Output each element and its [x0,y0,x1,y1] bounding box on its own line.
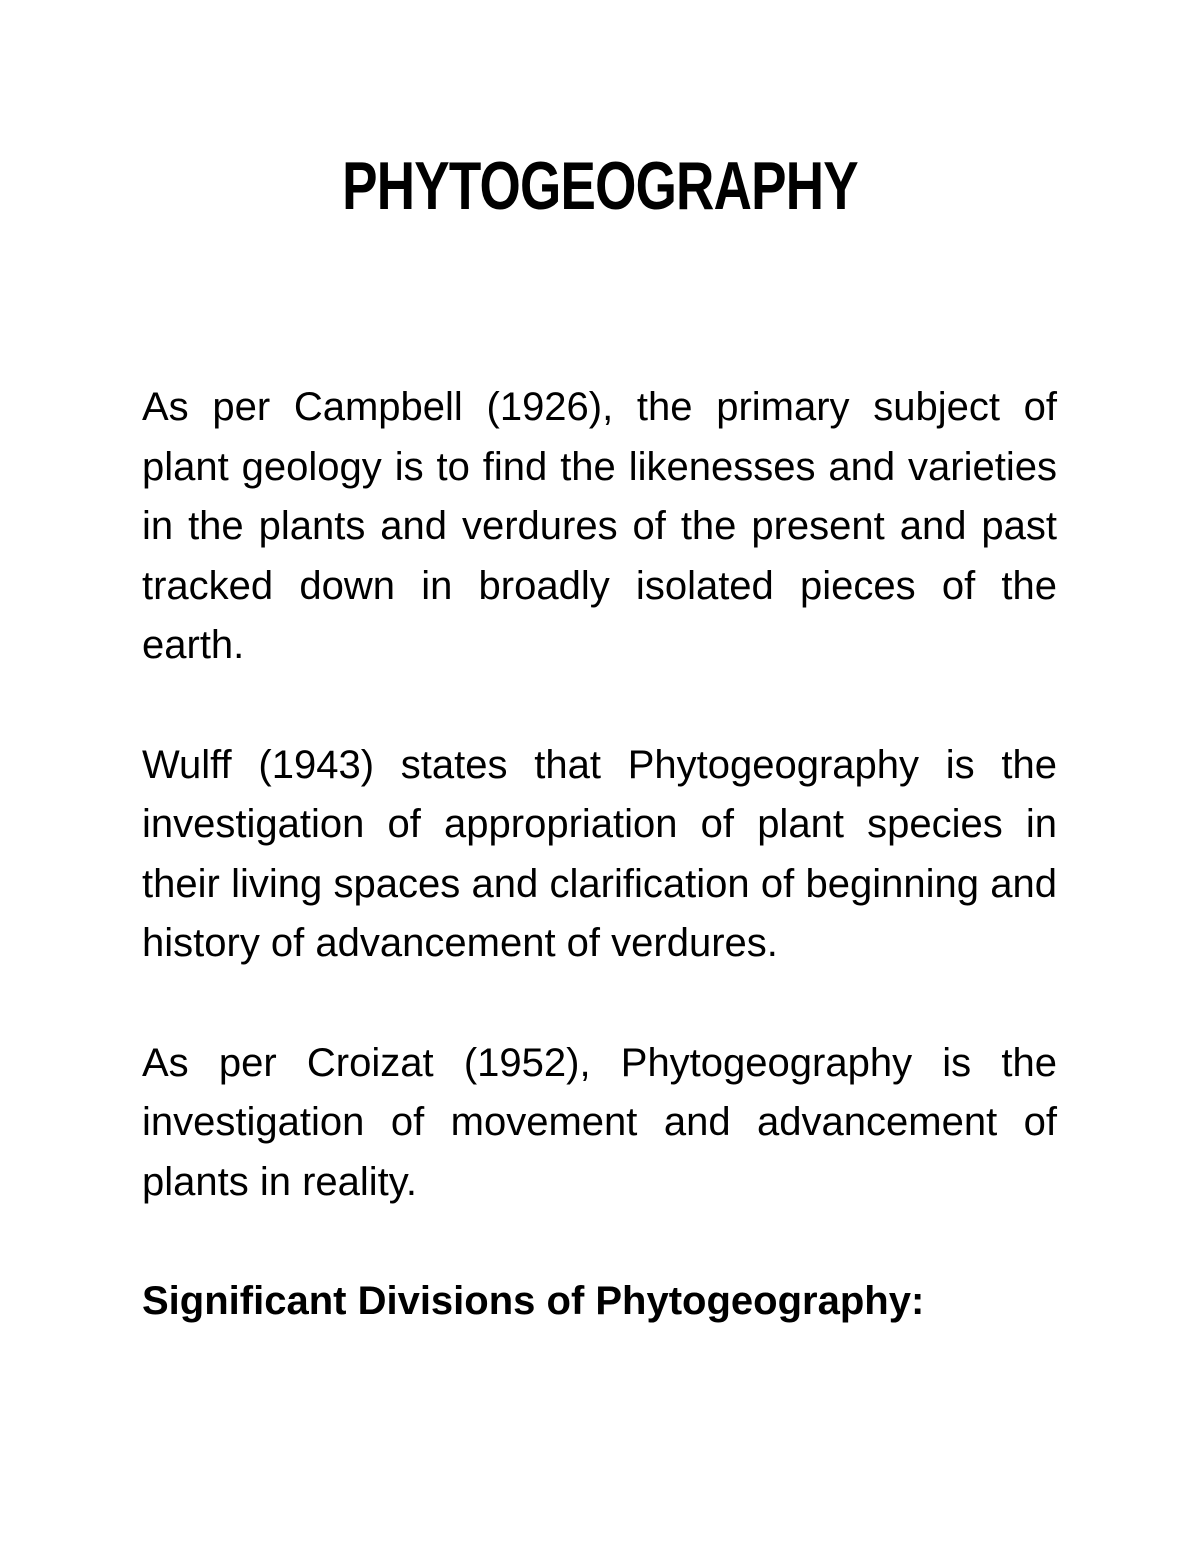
paragraph-campbell: As per Campbell (1926), the primary subject of plant geology is to find the likenesses and varieties in the plants and verdures of the present and past tracked down in broadly isolated pieces of the earth. [142,385,1057,667]
document-body [142,378,1057,1332]
document-title: PHYTOGEOGRAPHY [342,148,858,224]
paragraph-wulff: Wulff (1943) states that Phytogeography is the investigation of appropriation of plant species in their living spaces and clarification of beginning and history of advancement of verdures. [142,742,1057,965]
paragraph-croizat: As per Croizat (1952), Phytogeography is the investigation of movement and advancement of plants in reality. [142,1040,1057,1204]
section-heading: Significant Divisions of Phytogeography: [142,1279,925,1323]
